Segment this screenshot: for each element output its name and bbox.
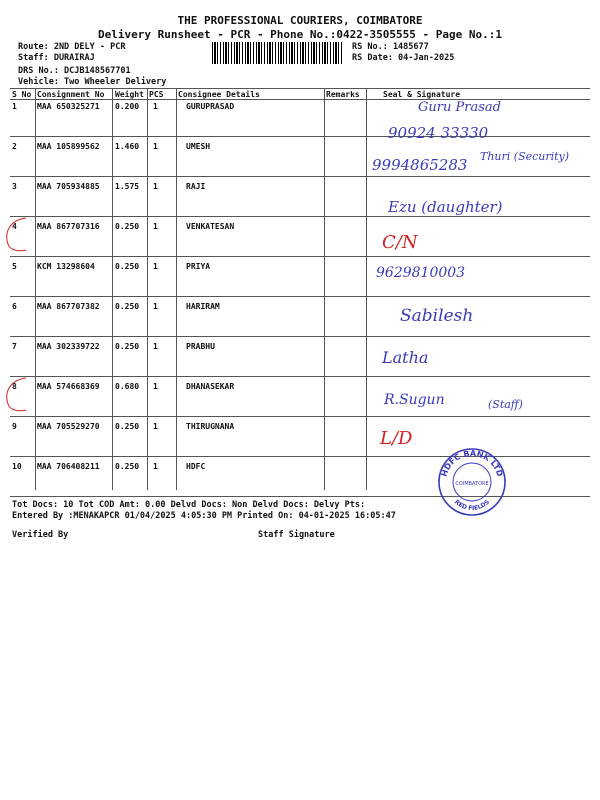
row-weight: 0.250: [115, 342, 140, 351]
col-weight: Weight: [115, 90, 144, 99]
row-pcs: 1: [153, 182, 158, 191]
col-seal: Seal & Signature: [383, 90, 461, 99]
row-sno: 10: [12, 462, 22, 471]
row-consignee: VENKATESAN: [186, 222, 235, 231]
rs-number: RS No.: 1485677: [352, 42, 429, 52]
stamp-bottom-text: RED FIELDS: [452, 498, 492, 513]
col-consignee: Consignee Details: [178, 90, 260, 99]
row-consignment: MAA 867707382: [37, 302, 100, 311]
row-pcs: 1: [153, 422, 158, 431]
handwritten-remark: C/N: [382, 232, 418, 253]
handwritten-phone: 9629810003: [376, 265, 466, 281]
row-consignee: RAJI: [186, 182, 206, 191]
col-sno: S No: [12, 90, 32, 99]
row-sno: 3: [12, 182, 17, 191]
col-consignment: Consignment No: [37, 90, 105, 99]
handwritten-signature: Ezu (daughter): [388, 198, 503, 216]
handwritten-remark: L/D: [380, 428, 413, 449]
row-sno: 5: [12, 262, 17, 271]
entered-by-line: Entered By :MENAKAPCR 01/04/2025 4:05:30 PM Printed On: 04-01-2025 16:05:47: [12, 511, 396, 521]
row-pcs: 1: [153, 222, 158, 231]
row-consignment: MAA 302339722: [37, 342, 100, 351]
row-sno: 6: [12, 302, 17, 311]
col-pcs: PCS: [149, 90, 164, 99]
row-pcs: 1: [153, 142, 158, 151]
handwritten-signature: Sabilesh: [400, 306, 474, 326]
verified-by-label: Verified By: [12, 530, 69, 540]
row-weight: 0.250: [115, 262, 140, 271]
row-consignee: PRABHU: [186, 342, 215, 351]
row-weight: 0.250: [115, 302, 140, 311]
row-pcs: 1: [153, 102, 158, 111]
row-weight: 0.250: [115, 422, 140, 431]
row-weight: 0.680: [115, 382, 140, 391]
row-consignee: THIRUGNANA: [186, 422, 235, 431]
company-name: THE PROFESSIONAL COURIERS, COIMBATORE: [177, 14, 423, 27]
handwritten-note: (Staff): [488, 398, 523, 411]
row-pcs: 1: [153, 382, 158, 391]
row-consignee: DHANASEKAR: [186, 382, 235, 391]
row-sno: 8: [12, 382, 17, 391]
row-pcs: 1: [153, 302, 158, 311]
drs-number: DRS No.: DCJB148567701: [18, 66, 131, 76]
handwritten-signature: Guru Prasad: [418, 100, 501, 115]
row-pcs: 1: [153, 462, 158, 471]
row-consignment: MAA 574668369: [37, 382, 100, 391]
handwritten-signature: R.Sugun: [384, 392, 445, 408]
row-weight: 0.250: [115, 222, 140, 231]
row-pcs: 1: [153, 342, 158, 351]
col-remarks: Remarks: [326, 90, 360, 99]
runsheet-subtitle: Delivery Runsheet - PCR - Phone No.:0422-3505555 - Page No.:1: [98, 28, 502, 41]
row-pcs: 1: [153, 262, 158, 271]
row-sno: 2: [12, 142, 17, 151]
row-consignee: GURUPRASAD: [186, 102, 235, 111]
red-margin-mark: [0, 214, 30, 254]
hdfc-bank-stamp: [436, 446, 508, 518]
handwritten-note: Thuri (Security): [480, 150, 570, 163]
row-consignment: MAA 105899562: [37, 142, 100, 151]
vehicle-label: Vehicle: Two Wheeler Delivery: [18, 77, 167, 87]
barcode: [212, 42, 342, 64]
row-consignee: HDFC: [186, 462, 206, 471]
row-consignee: UMESH: [186, 142, 211, 151]
row-weight: 0.250: [115, 462, 140, 471]
row-weight: 0.200: [115, 102, 140, 111]
stamp-middle-text: COIMBATORE: [455, 481, 489, 487]
handwritten-phone: 90924 33330: [388, 124, 489, 142]
row-consignment: KCM 13298604: [37, 262, 95, 271]
row-sno: 1: [12, 102, 17, 111]
staff-label: Staff: DURAIRAJ: [18, 53, 95, 63]
stamp-top-text: HDFC BANK LTD: [439, 448, 505, 478]
staff-signature-label: Staff Signature: [258, 530, 335, 540]
rs-date: RS Date: 04-Jan-2025: [352, 53, 455, 63]
row-consignment: MAA 650325271: [37, 102, 100, 111]
totals-line: Tot Docs: 10 Tot COD Amt: 0.00 Delvd Docs: Non Delvd Docs: Delvy Pts:: [12, 500, 366, 510]
handwritten-phone: 9994865283: [372, 156, 468, 174]
row-consignee: HARIRAM: [186, 302, 220, 311]
row-consignment: MAA 706408211: [37, 462, 100, 471]
row-sno: 4: [12, 222, 17, 231]
row-sno: 7: [12, 342, 17, 351]
row-sno: 9: [12, 422, 17, 431]
handwritten-signature: Latha: [382, 348, 429, 367]
row-consignment: MAA 705529270: [37, 422, 100, 431]
row-weight: 1.575: [115, 182, 140, 191]
row-weight: 1.460: [115, 142, 140, 151]
row-consignment: MAA 705934885: [37, 182, 100, 191]
row-consignee: PRIYA: [186, 262, 211, 271]
row-consignment: MAA 867707316: [37, 222, 100, 231]
red-margin-mark: [0, 374, 30, 414]
route-label: Route: 2ND DELY - PCR: [18, 42, 126, 52]
